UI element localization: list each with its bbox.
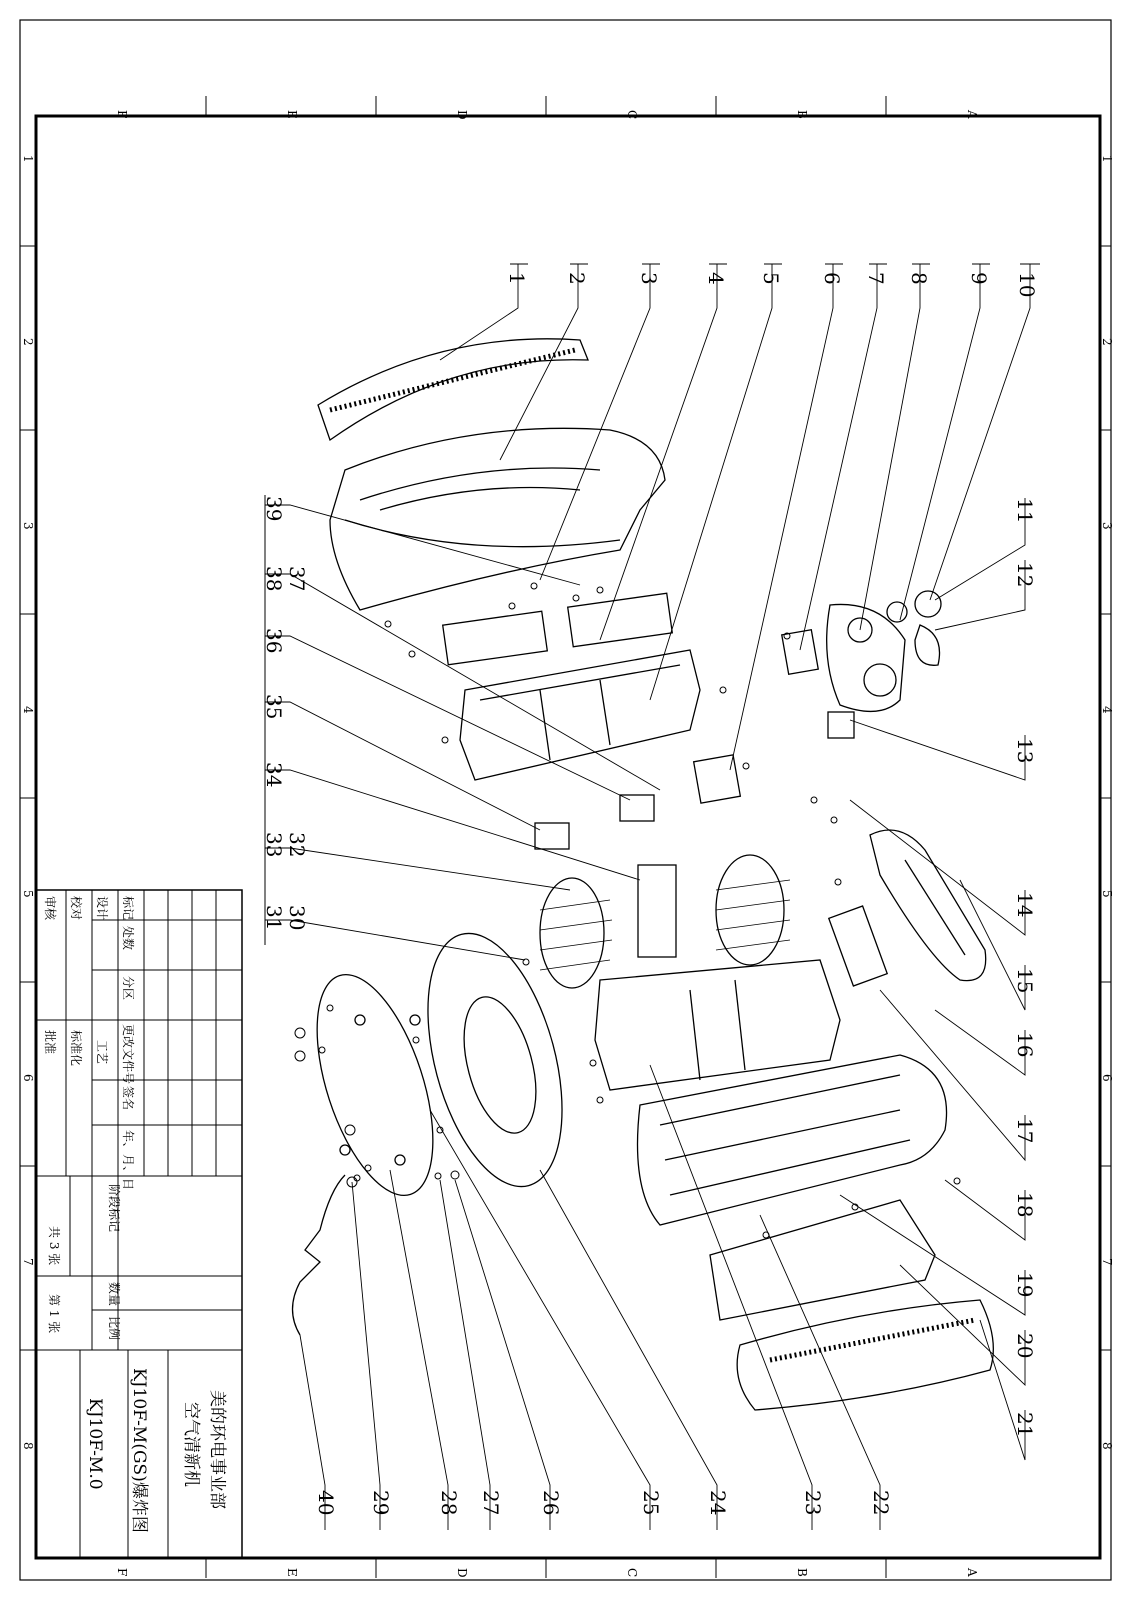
callout-label: 24 [706, 1490, 730, 1516]
zone-letter: F [115, 110, 129, 119]
outer-border [20, 20, 1111, 1580]
zone-ticks [20, 96, 1111, 1578]
knob-part [915, 591, 941, 617]
sheet-count: 共 3 张 [47, 1226, 61, 1266]
inner-frame [36, 116, 1100, 1558]
power-cord-part [293, 1175, 346, 1335]
zone-number: 6 [21, 1074, 35, 1082]
title-block-text [43, 896, 227, 1533]
zone-letter: D [455, 1568, 469, 1578]
sign-row: 校对 [69, 896, 83, 921]
zone-letter: B [795, 1568, 809, 1577]
callout-label: 16 [1013, 1032, 1037, 1058]
switch-part [828, 712, 854, 738]
scroll-housing-part [595, 960, 840, 1090]
filter-frame-part [460, 650, 700, 780]
parts [293, 339, 994, 1410]
sign-row: 审核 [43, 896, 57, 921]
knob-part [915, 625, 940, 665]
control-panel-part [827, 604, 905, 711]
callout-label: 20 [1013, 1333, 1037, 1359]
zone-number: 7 [1100, 1258, 1114, 1266]
callout-label: 15 [1013, 968, 1037, 994]
drawing-number: KJ10F-M.0 [85, 1398, 105, 1490]
zone-number: 2 [1100, 338, 1114, 346]
zone-letters-bottom [115, 1567, 979, 1578]
callout-label: 13 [1013, 738, 1037, 764]
zone-number: 4 [1100, 706, 1114, 714]
callout-label: 34 [262, 762, 286, 788]
top-housing-part [330, 428, 665, 610]
callout-label: 36 [262, 628, 286, 654]
top-grille-part [318, 339, 588, 440]
leader-lines [265, 264, 1030, 1530]
zone-letter: D [455, 110, 469, 120]
zone-number: 5 [21, 890, 35, 898]
sign-row: 批准 [43, 1030, 57, 1055]
rev-header: 签名 [121, 1086, 135, 1111]
zone-letters-top [115, 109, 979, 120]
drawing-title: KJ10F-M(GS)爆炸图 [129, 1368, 149, 1533]
zone-number: 7 [21, 1258, 35, 1266]
callout-label: 21 [1013, 1412, 1037, 1438]
zone-number: 5 [1100, 890, 1114, 898]
zone-letter: F [115, 1568, 129, 1577]
callout-label: 25 [639, 1490, 663, 1516]
callout-label: 19 [1013, 1272, 1037, 1298]
zone-number: 3 [1100, 522, 1114, 530]
callout-label: 4 [704, 272, 728, 285]
sign-row: 标准化 [69, 1030, 83, 1067]
rev-header: 标记 [121, 896, 135, 921]
callout-label: 28 [437, 1490, 461, 1516]
company-name: 美的环电事业部 [207, 1390, 227, 1509]
callout-label: 14 [1013, 892, 1037, 918]
screw-parts [295, 583, 960, 1238]
zone-number: 6 [1100, 1074, 1114, 1082]
callout-label: 22 [869, 1490, 893, 1516]
callout-label: 1 [505, 272, 529, 285]
hepa-filter-part [710, 1200, 935, 1320]
zone-number: 3 [21, 522, 35, 530]
rev-header: 处数 [121, 926, 135, 951]
callout-label: 8 [907, 272, 931, 285]
zone-letter: C [625, 1568, 639, 1578]
filter-part [568, 593, 673, 647]
callout-label: 5 [759, 272, 783, 285]
sheet-number: 第 1 张 [47, 1294, 61, 1334]
product-name: 空气清新机 [181, 1402, 201, 1487]
callout-label: 18 [1013, 1192, 1037, 1218]
zone-number: 1 [1100, 155, 1114, 163]
front-grille-part [737, 1300, 993, 1410]
callout-label: 26 [539, 1490, 563, 1516]
zone-letter: C [625, 110, 639, 120]
zone-number: 1 [21, 155, 35, 163]
zone-number: 8 [21, 1442, 35, 1450]
callout-label: 9 [967, 272, 991, 285]
zone-letter: A [965, 110, 979, 119]
callout-label: 6 [820, 272, 844, 285]
rev-header: 更改文件号 [121, 1024, 135, 1085]
sign-row: 设计 [95, 896, 109, 921]
callout-label: 29 [369, 1490, 393, 1516]
zone-number: 8 [1100, 1442, 1114, 1450]
callout-label: 3 [637, 272, 661, 285]
rev-header: 年、月、日 [121, 1130, 135, 1191]
callout-label: 27 [479, 1490, 503, 1516]
stage-header: 比例 [107, 1316, 121, 1341]
callout-label: 39 [262, 496, 286, 522]
zone-letter: E [285, 1568, 299, 1577]
back-cover-part [403, 919, 586, 1201]
sign-row: 工艺 [95, 1040, 109, 1065]
callout-label: 11 [1013, 498, 1037, 524]
filter-part [443, 611, 548, 665]
callout-label: 23 [801, 1490, 825, 1516]
circuit-board-part [829, 906, 887, 986]
callout-label: 12 [1013, 562, 1037, 588]
callout-label: 40 [314, 1490, 338, 1516]
base-plate-part [294, 961, 456, 1209]
rev-header: 分区 [121, 976, 135, 1001]
callout-label: 2 [565, 272, 589, 285]
callout-label: 38 [262, 566, 286, 592]
callout-label: 17 [1013, 1118, 1037, 1144]
capacitor-part [694, 755, 741, 803]
zone-letter: B [795, 110, 809, 119]
blower-assembly-part [540, 855, 790, 988]
callout-label: 30 [285, 905, 309, 931]
callout-label: 7 [864, 272, 888, 285]
bracket-part [620, 795, 654, 821]
callout-label: 10 [1015, 272, 1039, 298]
callout-label: 33 [262, 832, 286, 858]
side-cover-part [870, 830, 986, 981]
stage-header: 数量 [107, 1282, 121, 1307]
zone-letter: E [285, 110, 299, 119]
pcb-part [782, 630, 818, 675]
stage-header: 阶段标记 [107, 1184, 121, 1233]
callout-label: 31 [262, 905, 286, 931]
zone-number: 4 [21, 706, 35, 714]
callout-label: 37 [285, 566, 309, 592]
callout-label: 32 [285, 832, 309, 858]
zone-numbers-right [1100, 155, 1114, 1450]
zone-letter: A [965, 1568, 979, 1577]
zone-numbers-left [21, 155, 35, 1450]
callout-label: 35 [262, 694, 286, 720]
zone-number: 2 [21, 338, 35, 346]
bracket-part [535, 823, 569, 849]
